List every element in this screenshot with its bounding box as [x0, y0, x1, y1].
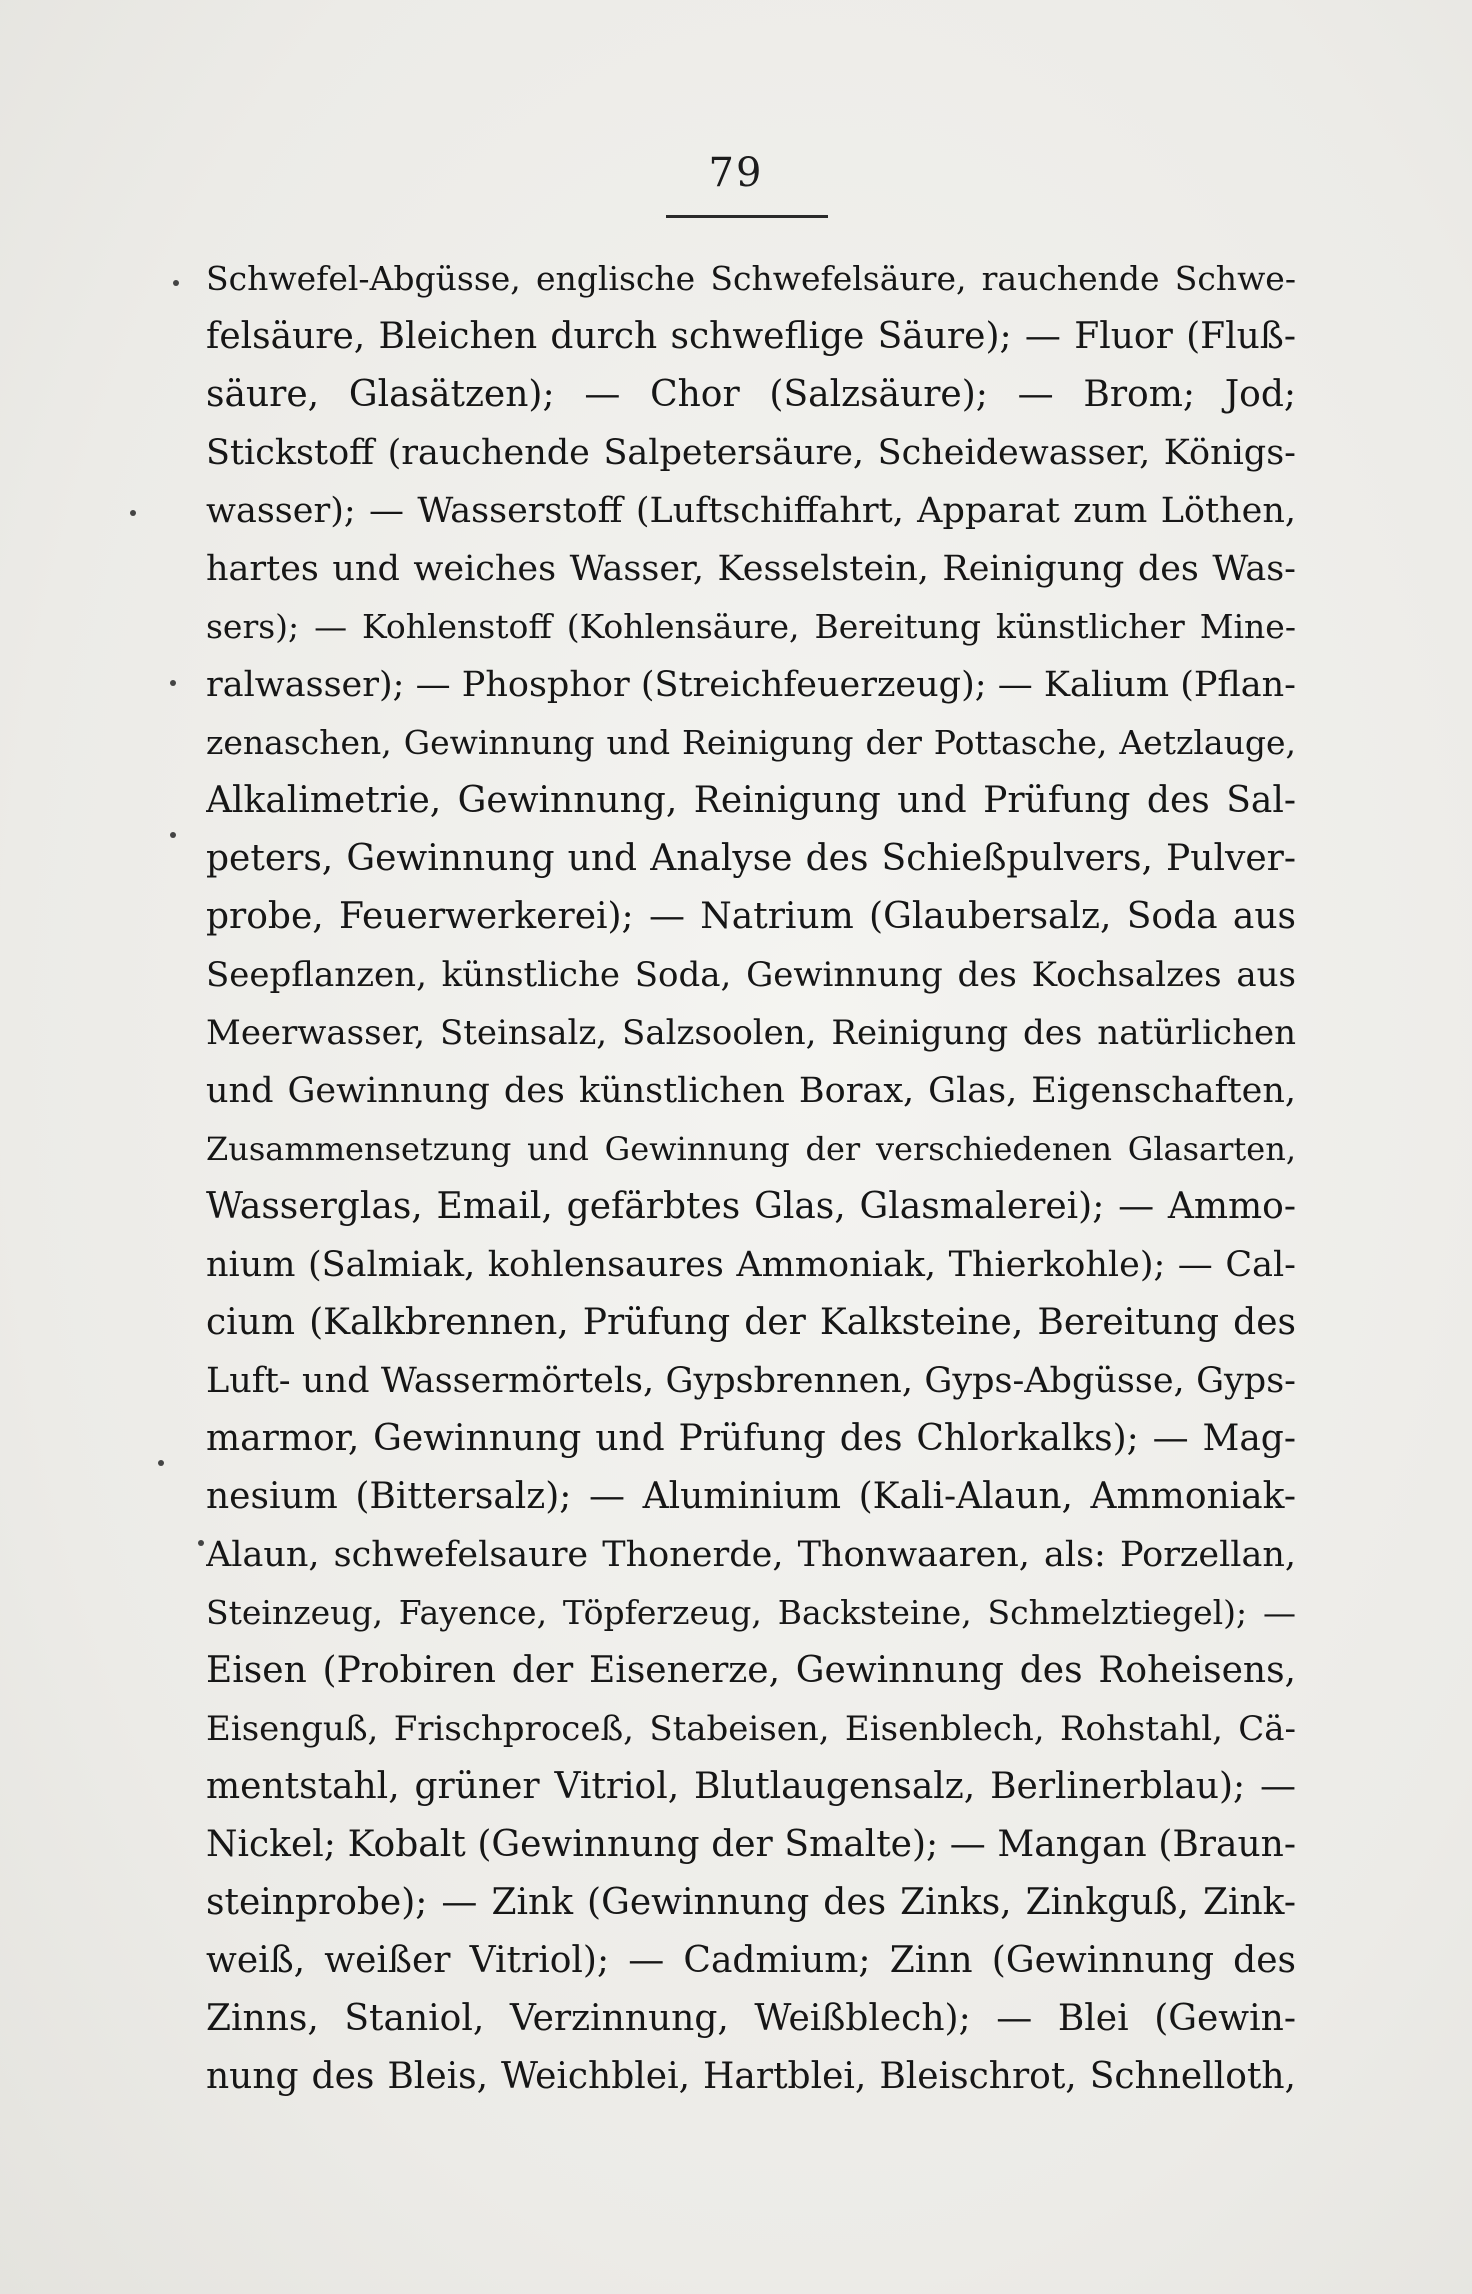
- text-line: Luft- und Wassermörtels, Gypsbrennen, Gyps-Abgüsse, Gyps-: [206, 1361, 1296, 1401]
- text-line: Zusammensetzung und Gewinnung der verschiedenen Glasarten,: [206, 1130, 1296, 1168]
- text-line: sers); — Kohlenstoff (Kohlensäure, Bereitung künstlicher Mine-: [206, 607, 1296, 646]
- ink-speck: [130, 510, 136, 516]
- ink-speck: [173, 280, 179, 286]
- ink-speck: [158, 1460, 164, 1466]
- text-line: Eisenguß, Frischproceß, Stabeisen, Eisenblech, Rohstahl, Cä-: [206, 1709, 1296, 1749]
- text-line: Alaun, schwefelsaure Thonerde, Thonwaaren, als: Porzellan,: [206, 1535, 1296, 1575]
- page-header: [0, 150, 1472, 196]
- text-line: ralwasser); — Phosphor (Streichfeuerzeug); — Kalium (Pflan-: [206, 665, 1296, 705]
- text-line: Seepflanzen, künstliche Soda, Gewinnung des Kochsalzes aus: [206, 955, 1296, 995]
- text-line: Stickstoff (rauchende Salpetersäure, Scheidewasser, Königs-: [206, 433, 1296, 473]
- text-line: wasser); — Wasserstoff (Luftschiffahrt, Apparat zum Löthen,: [206, 491, 1296, 531]
- text-line: zenaschen, Gewinnung und Reinigung der Pottasche, Aetzlauge,: [206, 723, 1296, 762]
- ink-speck: [198, 1540, 204, 1546]
- text-line: nium (Salmiak, kohlensaures Ammoniak, Thierkohle); — Cal-: [206, 1245, 1296, 1285]
- body-text: [206, 250, 1296, 2106]
- ink-speck: [170, 832, 176, 838]
- text-line: Meerwasser, Steinsalz, Salzsoolen, Reinigung des natürlichen: [206, 1013, 1296, 1053]
- text-line: felsäure, Bleichen durch schweflige Säure); — Fluor (Fluß-: [206, 316, 1296, 357]
- text-line: hartes und weiches Wasser, Kesselstein, Reinigung des Was-: [206, 549, 1296, 589]
- text-line: Wasserglas, Email, gefärbtes Glas, Glasmalerei); — Ammo-: [206, 1186, 1296, 1227]
- text-line: nesium (Bittersalz); — Aluminium (Kali-Alaun, Ammoniak-: [206, 1476, 1296, 1517]
- text-line: Nickel; Kobalt (Gewinnung der Smalte); — Mangan (Braun-: [206, 1824, 1296, 1865]
- ink-speck: [170, 680, 176, 686]
- text-line: säure, Glasätzen); — Chor (Salzsäure); — Brom; Jod;: [206, 374, 1296, 415]
- text-line: Schwefel-Abgüsse, englische Schwefelsäure, rauchende Schwe-: [206, 259, 1296, 298]
- text-line: nung des Bleis, Weichblei, Hartblei, Bleischrot, Schnelloth,: [206, 2056, 1296, 2097]
- text-line: Steinzeug, Fayence, Töpferzeug, Backsteine, Schmelztiegel); —: [206, 1593, 1296, 1632]
- page-number: 79: [708, 150, 764, 196]
- text-line: Eisen (Probiren der Eisenerze, Gewinnung des Roheisens,: [206, 1650, 1296, 1691]
- text-line: steinprobe); — Zink (Gewinnung des Zinks, Zinkguß, Zink-: [206, 1882, 1296, 1923]
- text-line: cium (Kalkbrennen, Prüfung der Kalksteine, Bereitung des: [206, 1302, 1296, 1343]
- header-rule: [666, 215, 828, 218]
- text-line: Alkalimetrie, Gewinnung, Reinigung und Prüfung des Sal-: [206, 780, 1296, 821]
- text-line: und Gewinnung des künstlichen Borax, Glas, Eigenschaften,: [206, 1071, 1296, 1111]
- text-line: mentstahl, grüner Vitriol, Blutlaugensalz, Berlinerblau); —: [206, 1766, 1296, 1807]
- text-line: peters, Gewinnung und Analyse des Schießpulvers, Pulver-: [206, 838, 1296, 879]
- text-line: probe, Feuerwerkerei); — Natrium (Glaubersalz, Soda aus: [206, 896, 1296, 937]
- text-line: Zinns, Staniol, Verzinnung, Weißblech); — Blei (Gewin-: [206, 1998, 1296, 2039]
- text-line: weiß, weißer Vitriol); — Cadmium; Zinn (Gewinnung des: [206, 1940, 1296, 1981]
- text-line: marmor, Gewinnung und Prüfung des Chlorkalks); — Mag-: [206, 1418, 1296, 1459]
